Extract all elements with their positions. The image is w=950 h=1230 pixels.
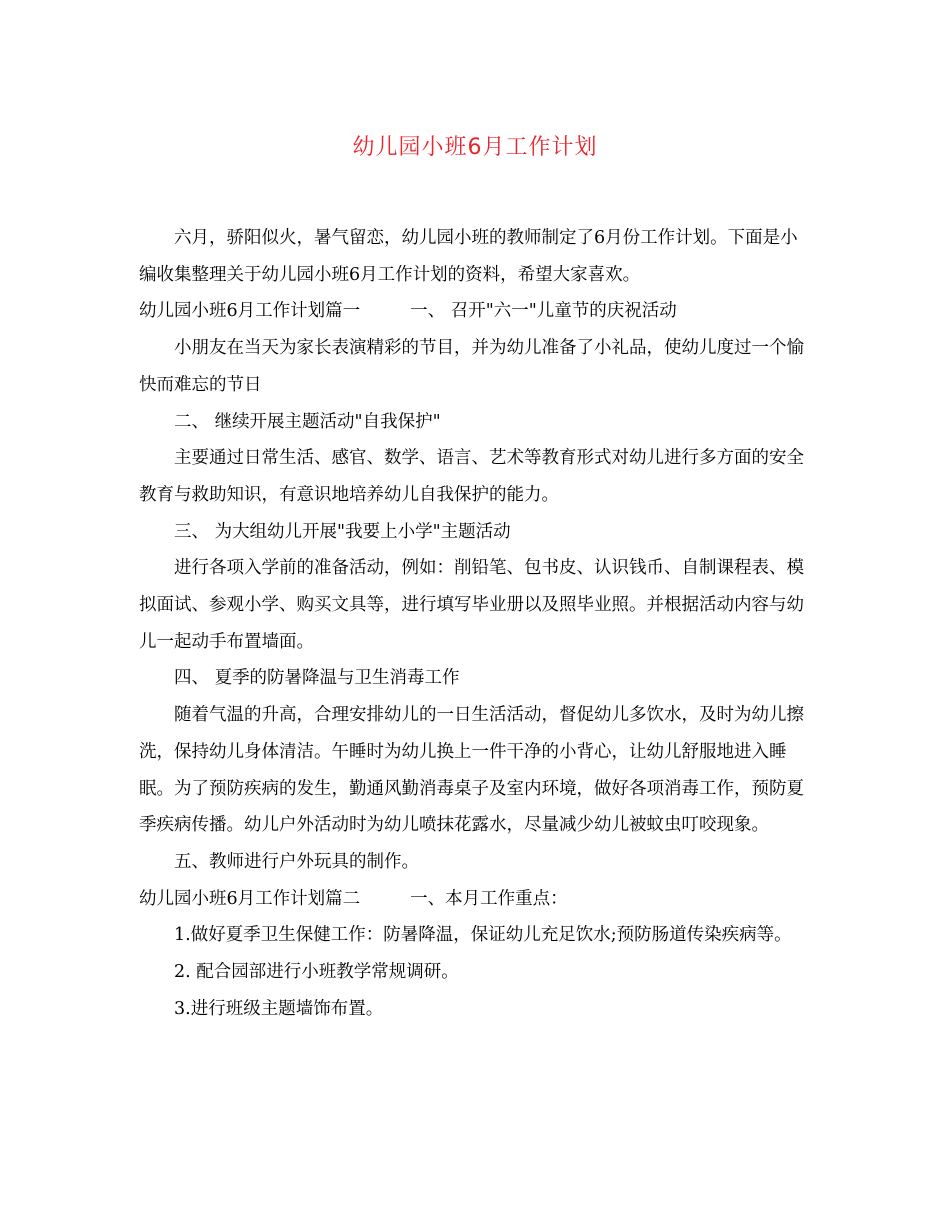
paragraph-section-three-heading: 三、 为大组幼儿开展"我要上小学"主题活动 bbox=[174, 521, 511, 542]
document-title: 幼儿园小班6月工作计划 bbox=[352, 135, 598, 160]
document-body bbox=[139, 220, 811, 1027]
part-two-label: 幼儿园小班6月工作计划篇二 bbox=[139, 888, 361, 909]
paragraph-section-four: 随着气温的升高，合理安排幼儿的一日生活活动，督促幼儿多饮水，及时为幼儿擦洗，保持幼儿身体清洁。午睡时为幼儿换上一件干净的小背心，让幼儿舒服地进入睡眠。为了预防疾病的发生，勤通风勤消毒桌子及室内环境，做好各项消毒工作，预防夏季疾病传播。幼儿户外活动时为幼儿喷抹花露水，尽量减少幼儿被蚊虫叮咬现象。 bbox=[139, 705, 804, 836]
paragraph-intro: 六月，骄阳似火，暑气留恋，幼儿园小班的教师制定了6月份工作计划。下面是小编收集整理关于幼儿园小班6月工作计划的资料，希望大家喜欢。 bbox=[139, 228, 798, 285]
paragraph-item-three: 3.进行班级主题墙饰布置。 bbox=[174, 998, 384, 1019]
paragraph-section-five-heading: 五、教师进行户外玩具的制作。 bbox=[174, 851, 419, 872]
paragraph-part-one-heading bbox=[139, 293, 811, 330]
part-one-label: 幼儿园小班6月工作计划篇一 bbox=[139, 301, 361, 322]
paragraph-section-one: 小朋友在当天为家长表演精彩的节目，并为幼儿准备了小礼品，使幼儿度过一个愉快而难忘的节日 bbox=[139, 338, 804, 395]
section-one-heading: 一、 召开"六一"儿童节的庆祝活动 bbox=[410, 301, 677, 322]
paragraph-section-two: 主要通过日常生活、感官、数学、语言、艺术等教育形式对幼儿进行多方面的安全教育与救助知识，有意识地培养幼儿自我保护的能力。 bbox=[139, 448, 804, 505]
paragraph-item-two: 2. 配合园部进行小班教学常规调研。 bbox=[174, 962, 459, 983]
paragraph-section-two-heading: 二、 继续开展主题活动"自我保护" bbox=[174, 411, 441, 432]
paragraph-section-three: 进行各项入学前的准备活动，例如：削铅笔、包书皮、认识钱币、自制课程表、模拟面试、参观小学、购买文具等，进行填写毕业册以及照毕业照。并根据活动内容与幼儿一起动手布置墙面。 bbox=[139, 558, 804, 652]
paragraph-part-two-heading bbox=[139, 881, 811, 918]
paragraph-section-four-heading: 四、 夏季的防暑降温与卫生消毒工作 bbox=[174, 668, 460, 689]
focus-heading: 一、本月工作重点： bbox=[410, 888, 568, 909]
paragraph-item-one: 1.做好夏季卫生保健工作：防暑降温，保证幼儿充足饮水;预防肠道传染疾病等。 bbox=[174, 925, 792, 946]
